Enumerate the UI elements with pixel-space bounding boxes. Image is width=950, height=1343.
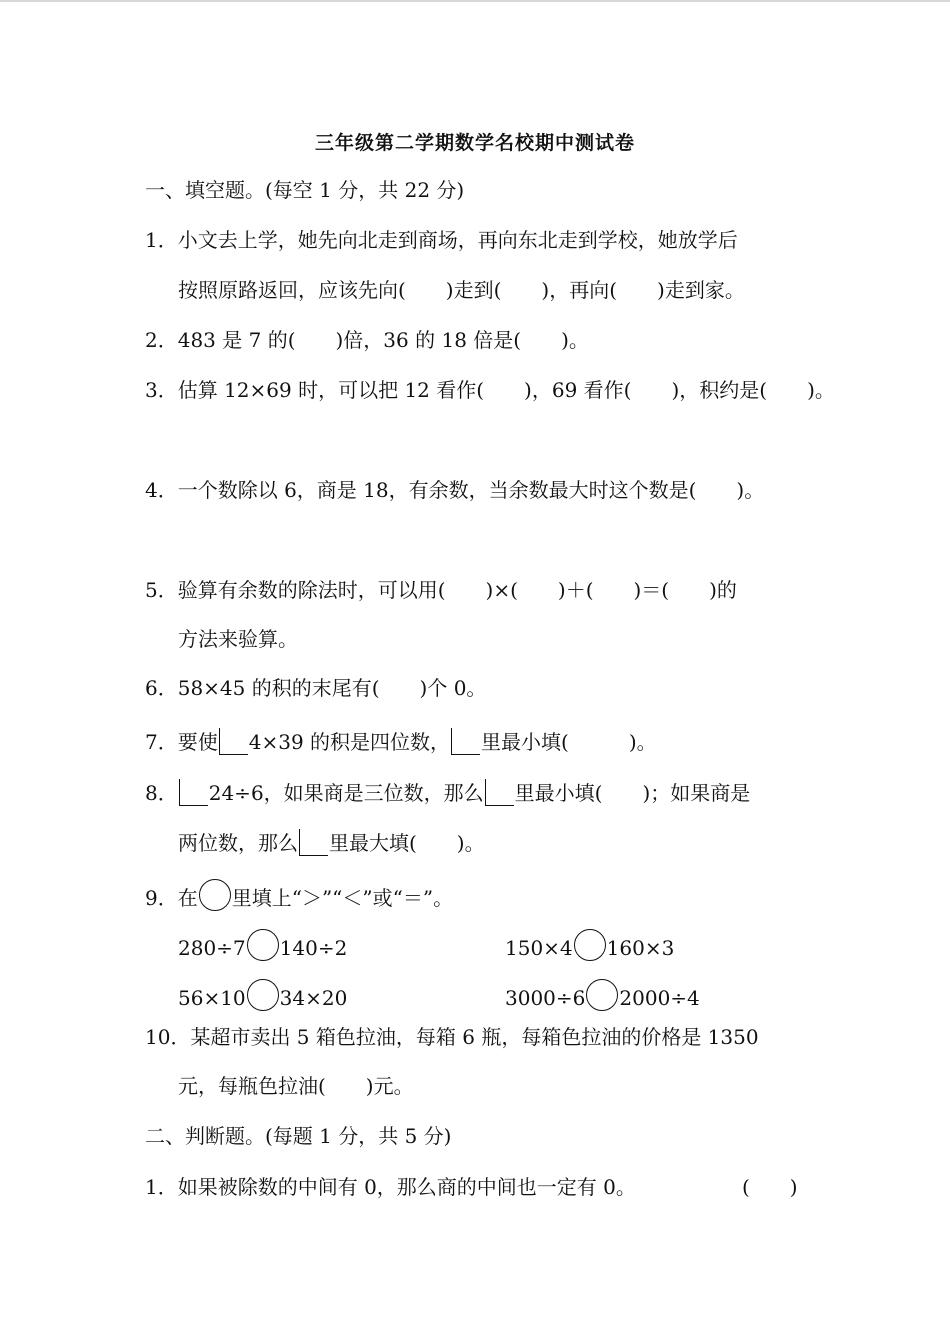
- question-9: [145, 879, 453, 911]
- question-2: 2．483 是 7 的( )倍，36 的 18 倍是( )。: [145, 328, 589, 352]
- question-8-line-2: [178, 829, 485, 856]
- top-border: [0, 0, 950, 2]
- question-7-part-b: 4×39 的积是四位数，: [248, 730, 451, 754]
- compare-circle: [247, 929, 279, 961]
- compare-left: 3000÷6: [505, 986, 586, 1010]
- compare-item-4: [505, 979, 700, 1011]
- answer-box: [485, 779, 514, 806]
- compare-right: 140÷2: [279, 936, 348, 960]
- question-7-part-c: 里最小填( )。: [481, 730, 657, 754]
- page-title: 三年级第二学期数学名校期中测试卷: [314, 132, 635, 154]
- question-10-line-2: 元，每瓶色拉油( )元。: [178, 1074, 414, 1098]
- question-1-line-1: 1．小文去上学，她先向北走到商场，再向东北走到学校，她放学后: [145, 228, 738, 252]
- compare-circle: [199, 879, 231, 911]
- answer-box: [219, 728, 248, 755]
- question-8-line-1: [145, 779, 750, 806]
- question-9-part-b: 里填上“＞”“＜”或“＝”。: [231, 886, 454, 910]
- compare-right: 160×3: [606, 936, 675, 960]
- question-9-part-a: 9．在: [145, 886, 198, 910]
- question-8-part-c: 里最小填( )；如果商是: [514, 781, 751, 805]
- question-7: [145, 728, 657, 755]
- answer-box: [179, 779, 208, 806]
- compare-right: 2000÷4: [619, 986, 700, 1010]
- question-8-part-e: 里最大填( )。: [329, 831, 485, 855]
- compare-left: 150×4: [505, 936, 573, 960]
- answer-box: [299, 829, 328, 856]
- section-1-heading: 一、填空题。(每空 1 分，共 22 分): [145, 178, 465, 202]
- question-3: 3．估算 12×69 时，可以把 12 看作( )，69 看作( )，积约是( )。: [145, 378, 835, 402]
- question-5-line-2: 方法来验算。: [178, 627, 298, 651]
- question-6: 6．58×45 的积的末尾有( )个 0。: [145, 676, 487, 700]
- compare-item-1: [178, 929, 347, 961]
- judge-question-1: 1．如果被除数的中间有 0，那么商的中间也一定有 0。: [145, 1175, 636, 1199]
- answer-box: [451, 728, 480, 755]
- question-7-part-a: 7．要使: [145, 730, 218, 754]
- section-2-heading: 二、判断题。(每题 1 分，共 5 分): [145, 1124, 452, 1148]
- judge-answer-blank: ( ): [742, 1175, 798, 1199]
- compare-item-3: [178, 979, 347, 1011]
- compare-circle: [586, 979, 618, 1011]
- question-1-line-2: 按照原路返回，应该先向( )走到( )，再向( )走到家。: [178, 278, 745, 302]
- question-8-part-d: 两位数，那么: [178, 831, 298, 855]
- question-4: 4．一个数除以 6，商是 18，有余数，当余数最大时这个数是( )。: [145, 478, 765, 502]
- compare-item-2: [505, 929, 674, 961]
- compare-left: 56×10: [178, 986, 246, 1010]
- question-8-part-b: 24÷6，如果商是三位数，那么: [208, 781, 484, 805]
- question-5-line-1: 5．验算有余数的除法时，可以用( )×( )＋( )＝( )的: [145, 578, 737, 602]
- compare-right: 34×20: [279, 986, 348, 1010]
- question-8-part-a: 8．: [145, 781, 178, 805]
- compare-left: 280÷7: [178, 936, 246, 960]
- compare-circle: [574, 929, 606, 961]
- question-10-line-1: 10．某超市卖出 5 箱色拉油，每箱 6 瓶，每箱色拉油的价格是 1350: [145, 1025, 759, 1049]
- compare-circle: [247, 979, 279, 1011]
